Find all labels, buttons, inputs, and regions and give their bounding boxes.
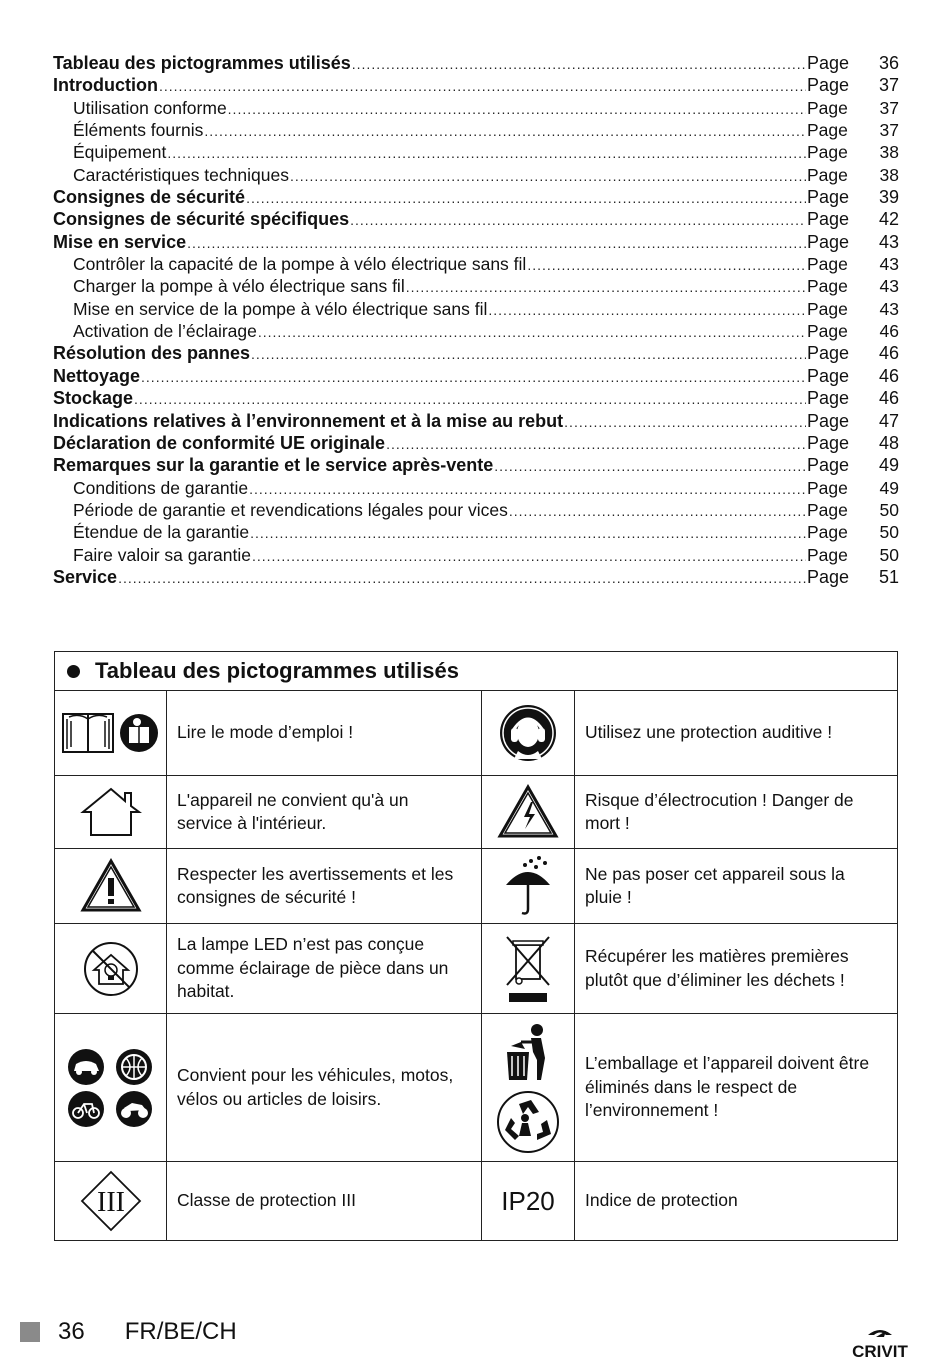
toc-leader-dots <box>564 411 806 433</box>
toc-entry-title: Conditions de garantie <box>73 477 249 498</box>
toc-leader-dots <box>350 209 806 231</box>
toc-entry-title: Indications relatives à l’environnement et à la mise au rebut <box>53 410 564 431</box>
toc-leader-dots <box>249 478 806 500</box>
toc-entry <box>53 342 899 364</box>
toc-page-number: 43 <box>879 254 899 275</box>
toc-entry-title: Mise en service <box>53 231 187 252</box>
table-of-contents <box>53 52 899 588</box>
recycle-disposal-icon <box>482 1014 575 1161</box>
toc-leader-dots <box>251 343 806 365</box>
toc-entry-title: Activation de l’éclairage <box>73 321 257 342</box>
toc-entry <box>53 320 899 342</box>
toc-leader-dots <box>228 98 806 120</box>
pictogram-description: Récupérer les matières premières plutôt que d’éliminer les déchets ! <box>585 946 849 990</box>
toc-entry-title: Mise en service de la pompe à vélo électrique sans fil <box>73 298 488 319</box>
indoor-house-icon <box>55 776 167 848</box>
toc-entry-title: Éléments fournis <box>73 120 204 141</box>
toc-entry-title: Faire valoir sa garantie <box>73 544 251 565</box>
toc-leader-dots <box>204 120 806 142</box>
toc-entry <box>53 275 899 297</box>
pictogram-description: Convient pour les véhicules, motos, vélos ou articles de loisirs. <box>177 1065 454 1109</box>
toc-entry <box>53 231 899 253</box>
pictogram-description: Indice de protection <box>585 1190 738 1211</box>
toc-entry-title: Contrôler la capacité de la pompe à vélo électrique sans fil <box>73 254 527 275</box>
car-icon <box>68 1049 104 1085</box>
pictogram-row <box>55 1014 897 1162</box>
toc-entry <box>53 521 899 543</box>
toc-page-number: 46 <box>878 343 899 364</box>
toc-page-label: Page <box>807 276 848 297</box>
toc-leader-dots <box>187 232 806 254</box>
brand-text: CRIVIT <box>852 1342 908 1359</box>
toc-page-label: Page <box>807 544 848 565</box>
toc-entry-title: Charger la pompe à vélo électrique sans fil <box>73 276 405 297</box>
toc-page-label: Page <box>807 343 850 364</box>
toc-entry-title: Nettoyage <box>53 365 141 386</box>
toc-page-label: Page <box>807 298 848 319</box>
no-room-lamp-icon <box>55 924 167 1013</box>
ball-icon <box>116 1049 152 1085</box>
toc-page-number: 49 <box>879 477 899 498</box>
toc-entry-title: Tableau des pictogrammes utilisés <box>53 53 351 73</box>
crossed-bin-icon <box>482 924 575 1013</box>
toc-page-label: Page <box>807 365 850 386</box>
toc-entry <box>53 74 899 96</box>
toc-entry <box>53 365 899 387</box>
toc-leader-dots <box>246 187 806 209</box>
pictogram-description: Risque d’électrocution ! Danger de mort ! <box>585 789 854 833</box>
toc-entry <box>53 499 899 521</box>
ip20-text: IP20 <box>501 1185 555 1216</box>
toc-entry-title: Consignes de sécurité <box>53 187 246 208</box>
toc-leader-dots <box>134 388 806 410</box>
toc-entry <box>53 387 899 409</box>
toc-page-label: Page <box>807 164 848 185</box>
toc-leader-dots <box>527 254 806 276</box>
toc-entry <box>53 141 899 163</box>
toc-page-label: Page <box>807 142 848 163</box>
no-rain-umbrella-icon <box>482 849 575 923</box>
toc-page-label: Page <box>807 477 848 498</box>
bullet-icon <box>67 665 80 678</box>
protection-class-iii-icon <box>55 1162 167 1240</box>
toc-leader-dots <box>509 500 806 522</box>
toc-page-number: 51 <box>878 566 899 587</box>
gray-square-marker <box>20 1322 40 1342</box>
toc-page-label: Page <box>807 410 850 431</box>
pictogram-description: Classe de protection III <box>177 1190 356 1211</box>
pictogram-description: Respecter les avertissements et les consignes de sécurité ! <box>177 863 454 907</box>
pictogram-row <box>55 1162 897 1240</box>
toc-page-label: Page <box>807 254 848 275</box>
toc-page-label: Page <box>807 566 850 587</box>
toc-page-number: 42 <box>878 209 899 230</box>
toc-entry <box>53 119 899 141</box>
toc-page-number: 50 <box>879 522 899 543</box>
toc-leader-dots <box>252 545 806 567</box>
toc-leader-dots <box>386 433 806 455</box>
warning-triangle-icon <box>55 849 167 923</box>
pictogram-row <box>55 691 897 776</box>
toc-page-number: 36 <box>878 53 899 73</box>
toc-page-number: 43 <box>879 276 899 297</box>
read-manual-icon <box>55 691 167 775</box>
toc-leader-dots <box>290 165 806 187</box>
toc-page-label: Page <box>807 53 850 73</box>
toc-page-number: 38 <box>879 164 899 185</box>
toc-page-number: 43 <box>879 298 899 319</box>
toc-page-label: Page <box>807 388 850 409</box>
toc-entry-title: Équipement <box>73 142 167 163</box>
pictogram-row <box>55 924 897 1014</box>
toc-leader-dots <box>352 53 806 75</box>
toc-page-number: 37 <box>879 120 899 141</box>
toc-leader-dots <box>406 276 806 298</box>
page-footer <box>20 1318 237 1346</box>
toc-entry-title: Étendue de la garantie <box>73 522 250 543</box>
toc-entry-title: Service <box>53 566 118 587</box>
toc-page-number: 48 <box>878 432 899 453</box>
toc-entry <box>53 208 899 230</box>
toc-entry-title: Introduction <box>53 75 158 96</box>
pictogram-description: La lampe LED n’est pas conçue comme éclairage de pièce dans un habitat. <box>177 934 449 1002</box>
pictogram-description: L'appareil ne convient qu'à un service à l'intérieur. <box>177 789 409 833</box>
toc-page-label: Page <box>807 231 850 252</box>
toc-entry <box>53 186 899 208</box>
svg-text:III: III <box>96 1187 125 1218</box>
toc-leader-dots <box>159 75 806 97</box>
toc-leader-dots <box>141 366 806 388</box>
toc-leader-dots <box>250 522 806 544</box>
pictogram-table-title: Tableau des pictogrammes utilisés <box>95 658 459 683</box>
toc-page-label: Page <box>807 321 848 342</box>
toc-page-number: 46 <box>878 365 899 386</box>
toc-entry-title: Résolution des pannes <box>53 343 251 364</box>
toc-entry-title: Caractéristiques techniques <box>73 164 289 185</box>
toc-page-number: 38 <box>879 142 899 163</box>
toc-entry-title: Stockage <box>53 388 134 409</box>
toc-page-label: Page <box>807 522 848 543</box>
toc-page-label: Page <box>807 187 850 208</box>
toc-entry-title: Consignes de sécurité spécifiques <box>53 209 350 230</box>
pictogram-description: Utilisez une protection auditive ! <box>585 722 833 743</box>
pictogram-row <box>55 776 897 849</box>
ear-protection-icon <box>482 691 575 775</box>
toc-page-label: Page <box>807 120 848 141</box>
ip20-label <box>482 1162 575 1240</box>
toc-entry <box>53 52 899 74</box>
toc-page-number: 46 <box>878 388 899 409</box>
tidyman-icon <box>507 1024 545 1080</box>
toc-entry <box>53 97 899 119</box>
toc-page-number: 37 <box>879 97 899 118</box>
toc-entry <box>53 477 899 499</box>
toc-page-number: 49 <box>878 455 899 476</box>
toc-page-label: Page <box>807 499 848 520</box>
toc-entry <box>53 410 899 432</box>
pictogram-description: Ne pas poser cet appareil sous la pluie ! <box>585 863 845 907</box>
language-code: FR/BE/CH <box>124 1318 237 1345</box>
toc-entry <box>53 253 899 275</box>
toc-page-label: Page <box>807 97 848 118</box>
motorcycle-icon <box>116 1091 152 1127</box>
toc-page-number: 37 <box>878 75 899 96</box>
toc-page-number: 50 <box>879 499 899 520</box>
toc-page-number: 50 <box>879 544 899 565</box>
pictogram-description: L’emballage et l’appareil doivent être éliminés dans le respect de l’environnement ! <box>585 1053 870 1121</box>
toc-page-label: Page <box>807 455 850 476</box>
toc-page-number: 46 <box>879 321 899 342</box>
pictogram-table <box>54 651 898 1241</box>
toc-entry-title: Utilisation conforme <box>73 97 227 118</box>
toc-leader-dots <box>118 567 806 589</box>
toc-entry <box>53 164 899 186</box>
toc-page-number: 39 <box>878 187 899 208</box>
toc-page-number: 43 <box>878 231 899 252</box>
vehicles-icons <box>55 1014 167 1161</box>
toc-page-label: Page <box>807 75 850 96</box>
recycle-icon <box>498 1092 558 1152</box>
pictogram-description: Lire le mode d’emploi ! <box>177 722 354 743</box>
bicycle-icon <box>68 1091 104 1127</box>
pictogram-row <box>55 849 897 924</box>
electric-shock-icon <box>482 776 575 848</box>
toc-leader-dots <box>488 299 806 321</box>
toc-page-label: Page <box>807 432 850 453</box>
page-number: 36 <box>58 1318 85 1345</box>
toc-entry <box>53 566 899 588</box>
toc-entry <box>53 298 899 320</box>
toc-entry <box>53 432 899 454</box>
toc-leader-dots <box>167 142 806 164</box>
toc-entry-title: Période de garantie et revendications légales pour vices <box>73 499 508 520</box>
toc-entry <box>53 454 899 476</box>
toc-leader-dots <box>494 455 806 477</box>
toc-page-number: 47 <box>878 410 899 431</box>
toc-leader-dots <box>258 321 806 343</box>
toc-entry-title: Déclaration de conformité UE originale <box>53 432 386 453</box>
toc-entry <box>53 544 899 566</box>
toc-entry-title: Remarques sur la garantie et le service après-vente <box>53 455 494 476</box>
crivit-logo <box>846 1325 914 1359</box>
toc-page-label: Page <box>807 209 850 230</box>
pictogram-table-header <box>55 652 897 691</box>
